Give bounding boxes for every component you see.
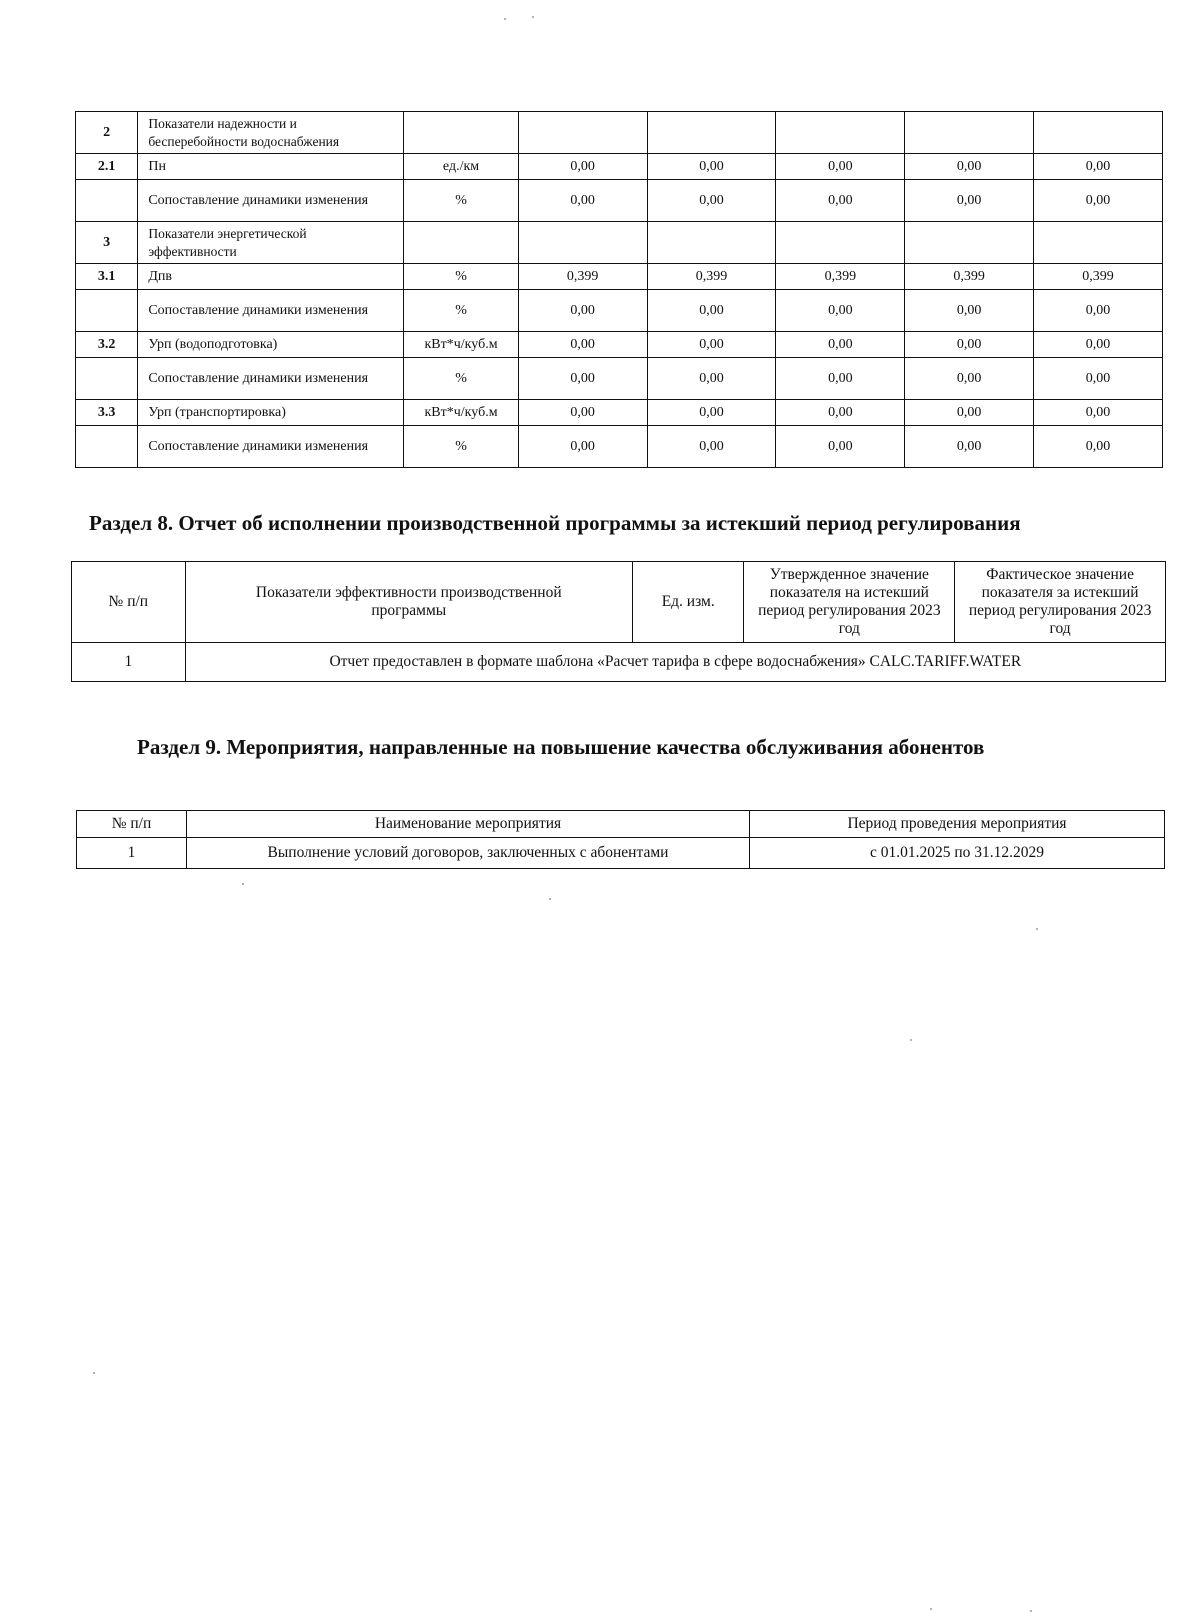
scan-speck: [549, 898, 551, 900]
value-cell: 0,00: [518, 426, 647, 468]
table-row: [76, 358, 1163, 400]
row-num: [76, 358, 138, 400]
section-8-table: [71, 561, 1166, 682]
row-num: 2: [76, 112, 138, 154]
unit-cell: %: [404, 426, 518, 468]
row-num: 1: [77, 838, 187, 869]
value-cell: 0,00: [647, 426, 776, 468]
unit-cell: ед./км: [404, 154, 518, 180]
value-cell: [905, 112, 1034, 154]
value-cell: 0,00: [647, 180, 776, 222]
value-cell: 0,00: [1034, 332, 1163, 358]
scan-speck: [93, 1372, 95, 1374]
table-row: [76, 264, 1163, 290]
value-cell: 0,00: [518, 180, 647, 222]
value-cell: 0,00: [905, 358, 1034, 400]
value-cell: 0,00: [776, 426, 905, 468]
row-num: [76, 290, 138, 332]
scan-speck: [1036, 928, 1038, 930]
unit-cell: %: [404, 290, 518, 332]
value-cell: 0,399: [905, 264, 1034, 290]
value-cell: [647, 222, 776, 264]
table-row: [76, 222, 1163, 264]
section-8-title: Раздел 8. Отчет об исполнении производственной программы за истекший период регулирования: [89, 511, 1021, 535]
value-cell: 0,00: [905, 426, 1034, 468]
value-cell: 0,00: [776, 290, 905, 332]
value-cell: 0,00: [518, 290, 647, 332]
unit-cell: %: [404, 180, 518, 222]
value-cell: 0,00: [905, 332, 1034, 358]
unit-cell: [404, 222, 518, 264]
indicator-label: Показатели энергетической эффективности: [138, 222, 404, 264]
row-num: 3.2: [76, 332, 138, 358]
section-9-header-row: [77, 811, 1165, 838]
unit-cell: %: [404, 264, 518, 290]
header-actual: Фактическое значение показателя за истекший период регулирования 2023 год: [955, 562, 1166, 643]
header-name: Наименование мероприятия: [187, 811, 750, 838]
value-cell: 0,00: [647, 400, 776, 426]
value-cell: [1034, 222, 1163, 264]
value-cell: 0,00: [647, 332, 776, 358]
table-row: [76, 154, 1163, 180]
value-cell: 0,399: [518, 264, 647, 290]
value-cell: 0,00: [905, 154, 1034, 180]
indicator-label: Пн: [138, 154, 404, 180]
value-cell: 0,00: [1034, 154, 1163, 180]
value-cell: [518, 112, 647, 154]
value-cell: 0,00: [776, 180, 905, 222]
scan-speck: [242, 883, 244, 885]
value-cell: 0,00: [518, 358, 647, 400]
table-row: [76, 332, 1163, 358]
value-cell: 0,00: [776, 400, 905, 426]
scan-speck: [1030, 1610, 1032, 1612]
value-cell: [518, 222, 647, 264]
value-cell: 0,00: [1034, 400, 1163, 426]
value-cell: 0,00: [1034, 180, 1163, 222]
indicators-table: [75, 111, 1163, 468]
value-cell: 0,00: [518, 154, 647, 180]
header-approved: Утвержденное значение показателя на истекший период регулирования 2023 год: [744, 562, 955, 643]
value-cell: 0,399: [1034, 264, 1163, 290]
row-num: [76, 426, 138, 468]
table-row: [76, 112, 1163, 154]
value-cell: 0,00: [647, 290, 776, 332]
table-row: [76, 180, 1163, 222]
row-num: 3: [76, 222, 138, 264]
header-indicator: Показатели эффективности производственной программы: [185, 562, 632, 643]
row-num: 3.3: [76, 400, 138, 426]
value-cell: 0,399: [776, 264, 905, 290]
scan-speck: [910, 1039, 912, 1041]
scan-speck: [532, 16, 534, 18]
value-cell: 0,00: [647, 154, 776, 180]
indicator-label: Сопоставление динамики изменения: [138, 290, 404, 332]
value-cell: 0,00: [905, 400, 1034, 426]
value-cell: 0,00: [776, 358, 905, 400]
header-period: Период проведения мероприятия: [750, 811, 1165, 838]
row-num: 3.1: [76, 264, 138, 290]
activity-period: с 01.01.2025 по 31.12.2029: [750, 838, 1165, 869]
unit-cell: кВт*ч/куб.м: [404, 400, 518, 426]
report-note: Отчет предоставлен в формате шаблона «Расчет тарифа в сфере водоснабжения» CALC.TARIFF.WATER: [185, 643, 1165, 682]
value-cell: [905, 222, 1034, 264]
row-num: 1: [72, 643, 186, 682]
indicator-label: Урп (водоподготовка): [138, 332, 404, 358]
value-cell: 0,00: [1034, 358, 1163, 400]
indicator-label: Сопоставление динамики изменения: [138, 426, 404, 468]
indicator-label: Урп (транспортировка): [138, 400, 404, 426]
value-cell: 0,00: [905, 290, 1034, 332]
scan-speck: [930, 1608, 932, 1610]
activity-name: Выполнение условий договоров, заключенных с абонентами: [187, 838, 750, 869]
row-num: 2.1: [76, 154, 138, 180]
row-num: [76, 180, 138, 222]
indicator-label: Показатели надежности и бесперебойности водоснабжения: [138, 112, 404, 154]
value-cell: 0,00: [776, 154, 905, 180]
unit-cell: кВт*ч/куб.м: [404, 332, 518, 358]
unit-cell: %: [404, 358, 518, 400]
table-row: [77, 838, 1165, 869]
section-8-header-row: [72, 562, 1166, 643]
value-cell: [647, 112, 776, 154]
value-cell: 0,00: [647, 358, 776, 400]
table-row: [76, 426, 1163, 468]
header-num: № п/п: [77, 811, 187, 838]
indicator-label: Сопоставление динамики изменения: [138, 180, 404, 222]
table-row: [76, 400, 1163, 426]
table-row: [72, 643, 1166, 682]
value-cell: [1034, 112, 1163, 154]
value-cell: 0,399: [647, 264, 776, 290]
value-cell: 0,00: [1034, 290, 1163, 332]
section-9-table: [76, 810, 1165, 869]
indicator-label: Дпв: [138, 264, 404, 290]
value-cell: 0,00: [1034, 426, 1163, 468]
value-cell: 0,00: [905, 180, 1034, 222]
header-num: № п/п: [72, 562, 186, 643]
header-unit: Ед. изм.: [632, 562, 744, 643]
scan-speck: [504, 18, 506, 20]
value-cell: 0,00: [776, 332, 905, 358]
unit-cell: [404, 112, 518, 154]
value-cell: 0,00: [518, 332, 647, 358]
value-cell: [776, 112, 905, 154]
section-9-title: Раздел 9. Мероприятия, направленные на повышение качества обслуживания абонентов: [137, 735, 985, 759]
value-cell: [776, 222, 905, 264]
table-row: [76, 290, 1163, 332]
value-cell: 0,00: [518, 400, 647, 426]
indicator-label: Сопоставление динамики изменения: [138, 358, 404, 400]
